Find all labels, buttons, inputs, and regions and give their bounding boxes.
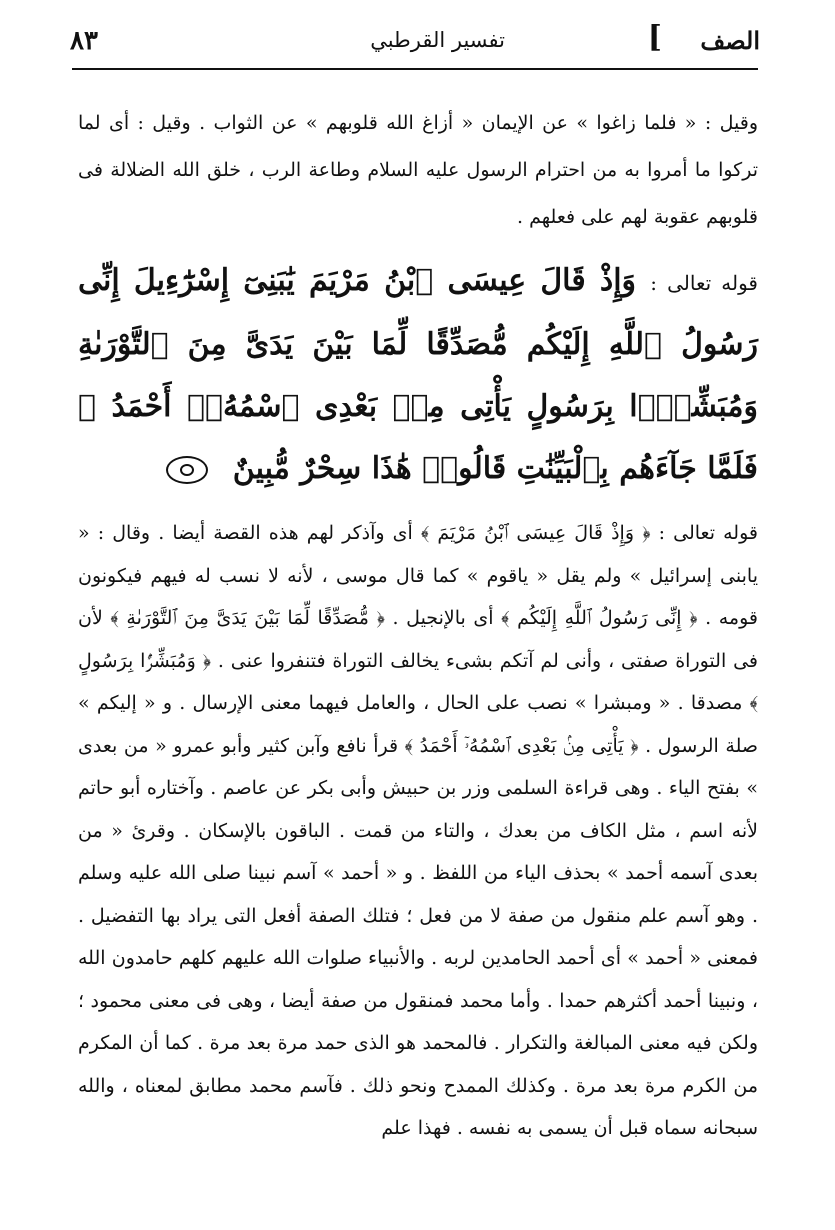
verse-text: وَإِذْ قَالَ عِيسَى ٱبْنُ مَرْيَمَ يَٰبَنِىٓ إِسْرَٰٓءِيلَ إِنِّى رَسُولُ ٱللَّهِ إِلَيْكُم مُّصَدِّقًا لِّمَا بَيْنَ يَدَىَّ مِنَ ٱلتَّوْرَىٰةِ وَمُبَشِّرًۢا بِرَسُولٍ يَأْتِى مِنۢ بَعْدِى ٱسْمُهُۥٓ أَحْمَدُ ۖ فَلَمَّا جَآءَهُم بِٱلْبَيِّنَٰتِ قَالُوا۟ هَٰذَا سِحْرٌ مُّبِينٌ (78, 263, 758, 486)
verse-intro: قوله تعالى : (650, 271, 758, 295)
quran-verse-block (78, 250, 758, 500)
page-header (70, 18, 760, 68)
surah-name: الصف (700, 26, 760, 55)
commentary-paragraph-1: وقيل : « فلما زاغوا » عن الإيمان « أزاغ الله قلوبهم » عن الثواب . وقيل : أى لما تركوا ما أمروا به من احترام الرسول عليه السلام وطاعة الرب ، خلق الله الضلالة فى قلوبهم عقوبة لهم على فعلهم . (78, 112, 758, 228)
header-bracket: ] (647, 20, 662, 55)
page-number: ٨٣ (70, 26, 98, 56)
book-title: تفسير القرطبي (370, 28, 505, 52)
header-rule (72, 68, 758, 70)
commentary-paragraph-2: قوله تعالى : ﴿ وَإِذْ قَالَ عِيسَى ٱبْنُ مَرْيَمَ ﴾ أى وآذكر لهم هذه القصة أيضا . وقال : « يابنى إسرائيل » ولم يقل « ياقوم » كما قال موسى ، لأنه لا نسب له فيهم فيكونون قومه . ﴿ إِنِّى رَسُولُ ٱللَّهِ إِلَيْكُم ﴾ أى بالإنجيل . ﴿ مُّصَدِّقًا لِّمَا بَيْنَ يَدَىَّ مِنَ ٱلتَّوْرَىٰةِ ﴾ لأن فى التوراة صفتى ، وأنى لم آتكم بشىء يخالف التوراة فتنفروا عنى . ﴿ وَمُبَشِّرًۢا بِرَسُولٍ ﴾ مصدقا . « ومبشرا » نصب على الحال ، والعامل فيهما معنى الإرسال . و « إليكم » صلة الرسول . ﴿ يَأْتِى مِنۢ بَعْدِى ٱسْمُهُۥٓ أَحْمَدُ ﴾ قرأ نافع وآبن كثير وأبو عمرو « من بعدى » بفتح الياء . وهى قراءة السلمى وزر بن حبيش وأبى بكر عن عاصم . وآختاره أبو حاتم لأنه اسم ، مثل الكاف من بعدك ، والتاء من قمت . الباقون بالإسكان . وقرئ « من بعدى آسمه أحمد » بحذف الياء من اللفظ . و « أحمد » آسم نبينا صلى الله عليه وسلم . وهو آسم علم منقول من صفة لا من فعل ؛ فتلك الصفة أفعل التى يراد بها التفضيل . فمعنى « أحمد » أى أحمد الحامدين لربه . والأنبياء صلوات الله عليهم كلهم حامدون الله ، ونبينا أحمد أكثرهم حمدا . وأما محمد فمنقول من صفة أيضا ، وهى فى معنى محمود ؛ ولكن فيه معنى المبالغة والتكرار . فالمحمد هو الذى حمد مرة بعد مرة . كما أن المكرم من الكرم مرة بعد مرة . وكذلك الممدح ونحو ذلك . فآسم محمد مطابق لمعناه ، والله سبحانه سماه قبل أن يسمى به نفسه . فهذا علم (78, 522, 758, 1139)
ayah-end-marker-icon (166, 456, 208, 484)
